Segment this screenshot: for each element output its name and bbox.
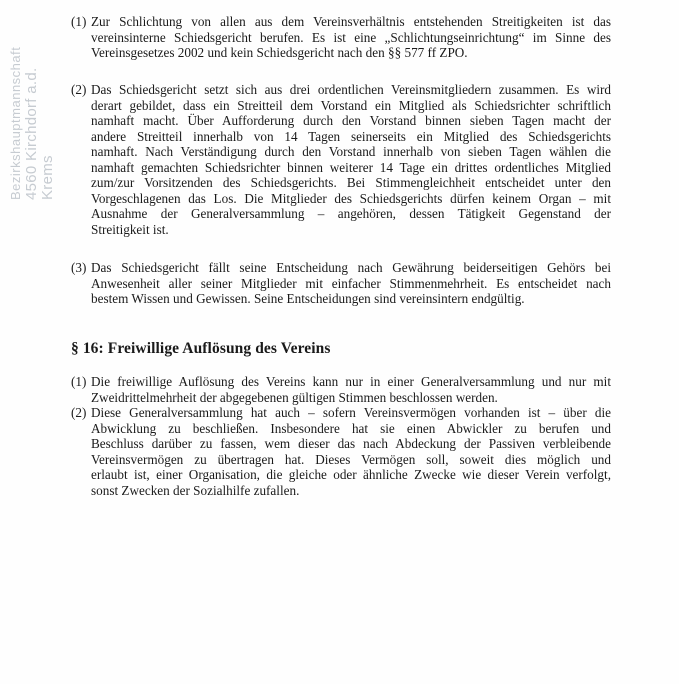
paragraph-number: (2) [71, 82, 87, 97]
text-line: Ausnahme der Generalversammlung – angehören, dessen Tätigkeit Gegenstand der [91, 206, 611, 221]
paragraph-number: (1) [71, 14, 87, 29]
text-line: bestem Wissen und Gewissen. Seine Entscheidungen sind vereinsintern endgültig. [91, 291, 525, 306]
paragraph-body [91, 82, 611, 237]
text-line: namhaft gemachten Schiedsrichter binnen weiterer 14 Tage ein drittes ordentliches Mitglied [91, 159, 611, 175]
text-line: Vereinsgesetzes 2002 und kein Schiedsgericht nach den §§ 577 ff ZPO. [91, 45, 468, 60]
text-line: Die freiwillige Auflösung des Vereins kann nur in einer Generalversammlung und nur mit [91, 374, 611, 389]
text-line: zum/zur Vorsitzenden des Schiedsgerichts. Bei Stimmengleichheit entscheidet unter den [91, 175, 611, 190]
text-line: namhaft macht. Über Aufforderung durch den Vorstand binnen sieben Tagen macht der [91, 113, 611, 128]
text-line: namhaft. Nach Verständigung durch den Vorstand innerhalb von sieben Tagen wählen die [91, 144, 611, 159]
text-line: Abwicklung zu beschließen. Insbesondere hat sie einen Abwickler zu berufen und [91, 420, 611, 436]
paragraph-15-2 [71, 82, 611, 237]
text-line: Streitigkeit ist. [91, 221, 169, 237]
text-line: sonst Zwecken der Sozialhilfe zufallen. [91, 482, 300, 498]
text-line: erlaubt ist, einer Organisation, die gleiche oder ähnliche Zwecke wie dieser Verein verfolgt, [91, 467, 611, 482]
paragraph-body [91, 14, 611, 61]
paragraph-body [91, 374, 611, 405]
text-line: Beschluss darüber zu fassen, wem dieser das nach Abdeckung der Passiven verbleibende [91, 436, 611, 451]
paragraph-16-1 [71, 374, 611, 405]
stamp-line-2: 4560 Kirchdorf a.d. Krems [23, 67, 56, 200]
paragraph-15-3 [71, 260, 611, 307]
text-line: vereinsinterne Schiedsgericht berufen. Es ist eine „Schlichtungseinrichtung“ im Sinne des [91, 29, 611, 45]
text-line: Vereinsvermögen zu übertragen hat. Dieses Vermögen soll, soweit dies möglich und [91, 451, 611, 467]
paragraph-body [91, 405, 611, 498]
text-line: Das Schiedsgericht setzt sich aus drei ordentlichen Vereinsmitgliedern zusammen. Es wird [91, 82, 611, 97]
stamp-line-1: Bezirkshauptmannschaft [8, 46, 23, 200]
text-line: Vorgeschlagenen das Los. Die Mitglieder des Schiedsgerichts dürfen keinem Organ – mit [91, 190, 611, 206]
text-line: Das Schiedsgericht fällt seine Entscheidung nach Gewährung beiderseitigen Gehörs bei [91, 260, 611, 275]
text-line: andere Streitteil innerhalb von 14 Tagen seinerseits ein Mitglied des Schiedsgerichts [91, 128, 611, 144]
text-line: Zur Schlichtung von allen aus dem Vereinsverhältnis entstehenden Streitigkeiten ist das [91, 14, 611, 29]
text-line: Zweidrittelmehrheit der abgegebenen gültigen Stimmen beschlossen werden. [91, 389, 498, 405]
text-line: derart gebildet, dass ein Streitteil dem Vorstand ein Mitglied als Schiedsrichter schriftlich [91, 97, 611, 113]
stamp-text [8, 20, 56, 200]
text-line: Diese Generalversammlung hat auch – sofern Vereinsvermögen vorhanden ist – über die [91, 405, 611, 420]
paragraph-body [91, 260, 611, 307]
section-heading: § 16: Freiwillige Auflösung des Vereins [71, 340, 331, 357]
paragraph-number: (1) [71, 374, 87, 389]
text-line: Anwesenheit aller seiner Mitglieder mit einfacher Stimmenmehrheit. Es entscheidet nach [91, 275, 611, 291]
paragraph-15-1 [71, 14, 611, 61]
paragraph-number: (3) [71, 260, 87, 275]
authority-stamp [8, 20, 62, 200]
paragraph-number: (2) [71, 405, 87, 420]
paragraph-16-2 [71, 405, 611, 498]
